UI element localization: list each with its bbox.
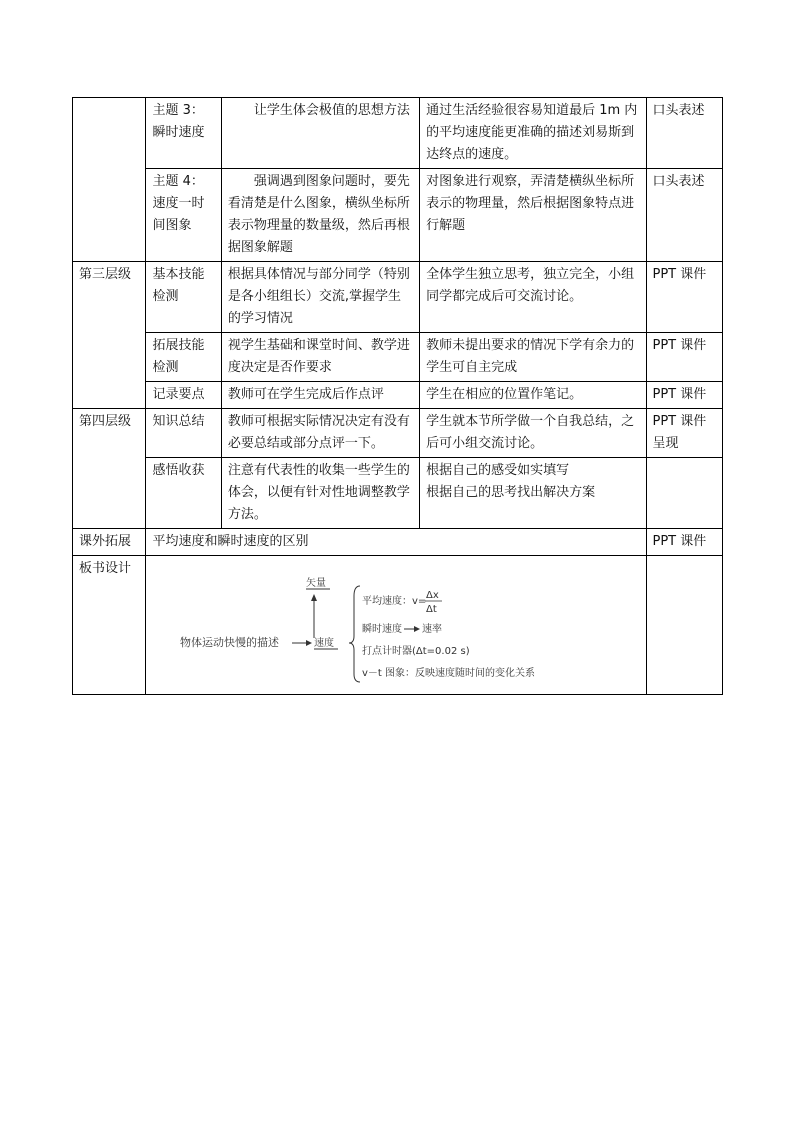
student-activity-cell: 全体学生独立思考，独立完全，小组同学都完成后可交流讨论。	[420, 262, 646, 333]
media-cell: 口头表述	[646, 98, 723, 169]
table-row	[73, 333, 723, 382]
board-design-cell	[146, 556, 646, 695]
rate-label: 速率	[422, 624, 443, 635]
table-row	[73, 409, 723, 458]
inst-speed-label: 瞬时速度	[362, 624, 403, 635]
main-topic-label: 物体运动快慢的描述	[180, 636, 280, 649]
media-cell: 口头表述	[646, 169, 723, 262]
avg-speed-label: 平均速度：v=	[362, 596, 427, 607]
lesson-plan-table	[72, 97, 723, 695]
topic-cell: 知识总结	[146, 409, 221, 458]
table-row	[73, 556, 723, 695]
media-cell: PPT 课件	[646, 382, 723, 409]
student-activity-line: 根据自己的感受如实填写	[426, 463, 570, 478]
vector-label: 矢量	[306, 578, 327, 589]
teacher-activity-cell: 教师可在学生完成后作点评	[221, 382, 419, 409]
topic-cell: 基本技能检测	[146, 262, 221, 333]
topic-cell: 记录要点	[146, 382, 221, 409]
media-cell: PPT 课件呈现	[646, 409, 723, 458]
board-diagram-svg	[146, 556, 646, 694]
table-row	[73, 169, 723, 262]
teacher-activity-cell: 让学生体会极值的思想方法	[221, 98, 419, 169]
teacher-activity-cell: 教师可根据实际情况决定有没有必要总结或部分点评一下。	[221, 409, 419, 458]
teacher-activity-cell: 视学生基础和课堂时间、教学进度决定是否作要求	[221, 333, 419, 382]
media-cell: PPT 课件	[646, 262, 723, 333]
table-row	[73, 458, 723, 529]
table-row	[73, 98, 723, 169]
extension-label: 课外拓展	[73, 529, 146, 556]
student-activity-cell: 学生就本节所学做一个自我总结，之后可小组交流讨论。	[420, 409, 646, 458]
vt-graph-label: v－t 图象：反映速度随时间的变化关系	[362, 668, 536, 679]
arrow-right-icon	[306, 640, 312, 646]
brace-icon	[349, 586, 360, 682]
speed-label: 速度	[314, 638, 335, 649]
teacher-activity-cell: 强调遇到图象问题时，要先看清楚是什么图象，横纵坐标所表示物理量的数量级，然后再根据图象解题	[221, 169, 419, 262]
arrow-up-icon	[311, 594, 317, 601]
frac-denominator: Δt	[426, 604, 438, 615]
arrow-right-icon	[414, 626, 420, 632]
student-activity-line: 根据自己的思考找出解决方案	[426, 485, 596, 500]
topic-cell: 感悟收获	[146, 458, 221, 529]
teacher-activity-cell: 根据具体情况与部分同学（特别是各小组组长）交流,掌握学生的学习情况	[221, 262, 419, 333]
media-cell: PPT 课件	[646, 529, 723, 556]
extension-content: 平均速度和瞬时速度的区别	[146, 529, 646, 556]
table-row	[73, 529, 723, 556]
student-activity-cell: 教师未提出要求的情况下学有余力的学生可自主完成	[420, 333, 646, 382]
media-cell	[646, 458, 723, 529]
media-cell: PPT 课件	[646, 333, 723, 382]
level-cell: 第三层级	[73, 262, 146, 409]
table-row	[73, 262, 723, 333]
student-activity-cell	[420, 458, 646, 529]
table-row	[73, 382, 723, 409]
teacher-activity-cell: 注意有代表性的收集一些学生的体会，以便有针对性地调整教学方法。	[221, 458, 419, 529]
topic-cell: 主题 4：速度一时间图象	[146, 169, 221, 262]
media-cell	[646, 556, 723, 695]
board-label: 板书设计	[73, 556, 146, 695]
level-cell	[73, 98, 146, 262]
topic-cell: 拓展技能检测	[146, 333, 221, 382]
topic-cell: 主题 3：瞬时速度	[146, 98, 221, 169]
timer-label: 打点计时器(Δt=0.02 s)	[362, 646, 471, 657]
frac-numerator: Δx	[426, 590, 440, 601]
student-activity-cell: 学生在相应的位置作笔记。	[420, 382, 646, 409]
board-diagram	[146, 556, 645, 694]
level-cell: 第四层级	[73, 409, 146, 529]
student-activity-cell: 对图象进行观察，弄清楚横纵坐标所表示的物理量，然后根据图象特点进行解题	[420, 169, 646, 262]
student-activity-cell: 通过生活经验很容易知道最后 1m 内的平均速度能更准确的描述刘易斯到达终点的速度。	[420, 98, 646, 169]
